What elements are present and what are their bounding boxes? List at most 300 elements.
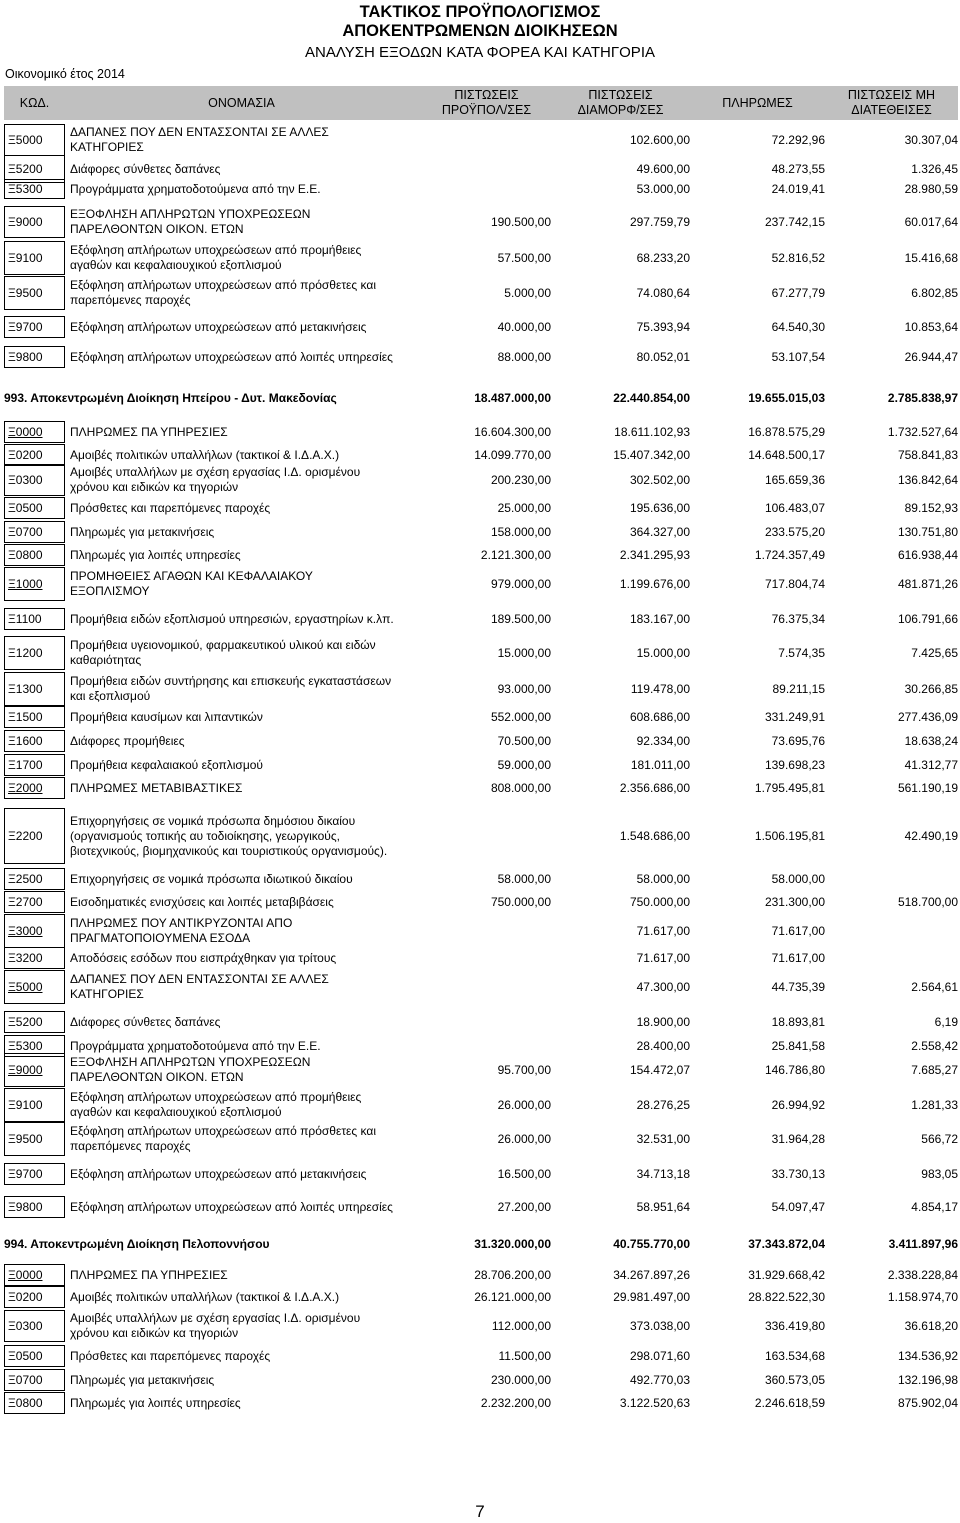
row-value: 36.618,20 xyxy=(904,1318,958,1333)
row-name xyxy=(69,421,422,443)
row-value: 7.685,27 xyxy=(911,1062,958,1077)
table-row xyxy=(4,914,958,948)
row-value: 1.506.195,81 xyxy=(754,828,825,843)
row-value: 70.500,00 xyxy=(497,733,551,748)
row-name xyxy=(69,777,422,799)
row-name-line: Αμοιβές πολιτικών υπαλλήλων (τακτικοί & Ι.Δ.Α.Χ.) xyxy=(70,447,340,462)
row-value: 58.000,00 xyxy=(497,871,551,886)
row-name-line: Αμοιβές υπαλλήλων με σχέση εργασίας Ι.Δ. ορισμένου xyxy=(70,1311,361,1325)
table-row xyxy=(4,636,958,670)
row-name-line: Εξόφληση απλήρωτων υποχρεώσεων από μετακινήσεις xyxy=(70,1166,367,1181)
row-name-line: Προμήθεια υγειονομικού, φαρμακευτικού υλικού και ειδών xyxy=(70,638,376,652)
row-value: 30.266,85 xyxy=(904,681,958,696)
row-value: 71.617,00 xyxy=(636,923,690,938)
row-code: Ξ0700 xyxy=(4,521,65,543)
row-value: 15.000,00 xyxy=(497,645,551,660)
row-name xyxy=(69,891,422,913)
row-value: 492.770,03 xyxy=(629,1372,690,1387)
row-value: 1.281,33 xyxy=(911,1097,958,1112)
row-value: 5.000,00 xyxy=(504,285,551,300)
row-value: 190.500,00 xyxy=(490,214,551,229)
row-code: Ξ0300 xyxy=(4,464,65,496)
table-row xyxy=(4,206,958,238)
row-code: Ξ5000 xyxy=(4,124,65,156)
row-name xyxy=(69,567,422,601)
row-name xyxy=(69,672,422,706)
row-name xyxy=(69,706,422,728)
row-value: 566,72 xyxy=(921,1131,958,1146)
row-value: 154.472,07 xyxy=(629,1062,690,1077)
row-name xyxy=(69,521,422,543)
row-code: Ξ1700 xyxy=(4,754,65,776)
row-name xyxy=(69,808,422,864)
row-value: 481.871,26 xyxy=(897,576,958,591)
row-value: 106.483,07 xyxy=(764,500,825,515)
row-code: Ξ2700 xyxy=(4,891,65,913)
row-code: Ξ1300 xyxy=(4,672,65,706)
section-value: 40.755.770,00 xyxy=(613,1237,690,1251)
section-value: 2.785.838,97 xyxy=(887,391,958,405)
table-row xyxy=(4,1310,958,1342)
row-name-line: Εξόφληση απλήρωτων υποχρεώσεων από προμήθειες xyxy=(70,243,362,257)
title-line-2: ΑΠΟΚΕΝΤΡΩΜΕΝΩΝ ΔΙΟΙΚΗΣΕΩΝ xyxy=(342,22,618,40)
col-budget-line2: ΠΡΟΫΠΟΛ/ΣΕΣ xyxy=(441,103,532,117)
row-value: 89.152,93 xyxy=(904,500,958,515)
row-value xyxy=(825,947,958,969)
row-name xyxy=(69,1264,422,1286)
row-name xyxy=(69,1196,422,1218)
section-value: 22.440.854,00 xyxy=(613,391,690,405)
row-name xyxy=(69,241,422,275)
row-name-line: ΠΑΡΕΛΘΟΝΤΩΝ ΟΙΚΟΝ. ΕΤΩΝ xyxy=(70,222,244,236)
row-name-line: Επιχορηγήσεις σε νομικά πρόσωπα δημόσιου δικαίου xyxy=(70,813,356,828)
row-value: 30.307,04 xyxy=(904,132,958,147)
row-value: 80.052,01 xyxy=(636,349,690,364)
row-value: 34.267.897,26 xyxy=(613,1267,690,1282)
table-row xyxy=(4,444,958,466)
table-row xyxy=(4,947,958,969)
row-value: 1.158.974,70 xyxy=(887,1289,958,1304)
row-value: 561.190,19 xyxy=(897,780,958,795)
row-name-line: παρεπόμενες παροχές xyxy=(70,293,191,307)
row-name-line: αγαθών και κεφαλαιουχικού εξοπλισμού xyxy=(70,1105,282,1119)
row-name xyxy=(69,544,422,566)
row-code: Ξ5000 xyxy=(4,970,65,1004)
table-row xyxy=(4,464,958,496)
row-name-line: ΚΑΤΗΓΟΡΙΕΣ xyxy=(70,987,144,1001)
table-row xyxy=(4,179,958,199)
row-name-line: ΠΛΗΡΩΜΕΣ ΜΕΤΑΒΙΒΑΣΤΙΚΕΣ xyxy=(70,780,243,795)
row-value: 983,05 xyxy=(921,1166,958,1181)
row-value xyxy=(422,1011,551,1033)
row-name-line: ΠΑΡΕΛΘΟΝΤΩΝ ΟΙΚΟΝ. ΕΤΩΝ xyxy=(70,1070,244,1084)
row-value: 373.038,00 xyxy=(629,1318,690,1333)
row-value: 54.097,47 xyxy=(771,1199,825,1214)
row-value: 18.638,24 xyxy=(904,733,958,748)
row-name-line: χρόνου και ειδικών κα τηγοριών xyxy=(70,1326,239,1340)
row-name-line: βιοτεχνικούς, βιομηχανικούς και τουριστικούς οργανισμούς). xyxy=(70,843,388,858)
col-unallocated xyxy=(825,86,958,120)
row-code: Ξ9500 xyxy=(4,276,65,310)
row-value: 40.000,00 xyxy=(497,319,551,334)
row-name-line: Πληρωμές για μετακινήσεις xyxy=(70,524,215,539)
row-value: 28.400,00 xyxy=(636,1038,690,1053)
row-value: 331.249,91 xyxy=(764,709,825,724)
row-value: 7.574,35 xyxy=(778,645,825,660)
col-budget xyxy=(422,86,551,120)
section-value: 18.487.000,00 xyxy=(474,391,551,405)
col-adjusted-line2: ΔΙΑΜΟΡΦ/ΣΕΣ xyxy=(577,103,664,117)
row-value: 71.617,00 xyxy=(771,923,825,938)
row-value: 31.929.668,42 xyxy=(748,1267,825,1282)
row-value: 808.000,00 xyxy=(490,780,551,795)
col-code: ΚΩΔ. xyxy=(19,95,50,110)
row-code: Ξ9000 xyxy=(4,206,65,238)
row-value: 750.000,00 xyxy=(490,894,551,909)
row-code: Ξ9000 xyxy=(4,1053,65,1087)
row-name-line: καθαριότητας xyxy=(70,653,142,667)
row-value: 72.292,96 xyxy=(771,132,825,147)
row-value: 68.233,20 xyxy=(636,250,690,265)
row-value: 195.636,00 xyxy=(629,500,690,515)
row-value: 132.196,98 xyxy=(897,1372,958,1387)
row-value: 552.000,00 xyxy=(490,709,551,724)
row-name xyxy=(69,1163,422,1185)
row-name-line: Προμήθεια ειδών συντήρησης και επισκευής εγκαταστάσεων xyxy=(70,674,392,688)
row-value: 106.791,66 xyxy=(897,611,958,626)
row-code: Ξ0800 xyxy=(4,1392,65,1414)
row-value: 15.416,68 xyxy=(904,250,958,265)
row-name xyxy=(69,1011,422,1033)
row-value: 2.341.295,93 xyxy=(619,547,690,562)
row-name xyxy=(69,608,422,630)
row-value: 2.246.618,59 xyxy=(754,1395,825,1410)
row-value: 14.099.770,00 xyxy=(474,447,551,462)
row-name-line: ΔΑΠΑΝΕΣ ΠΟΥ ΔΕΝ ΕΝΤΑΣΣΟΝΤΑΙ ΣΕ ΑΛΛΕΣ xyxy=(70,972,329,986)
row-value: 189.500,00 xyxy=(490,611,551,626)
row-value: 58.000,00 xyxy=(636,871,690,886)
row-name xyxy=(69,179,422,199)
row-code: Ξ1500 xyxy=(4,706,65,728)
row-value: 64.540,30 xyxy=(771,319,825,334)
row-value: 336.419,80 xyxy=(764,1318,825,1333)
row-value: 53.000,00 xyxy=(636,181,690,196)
row-value: 136.842,64 xyxy=(897,472,958,487)
row-name-line: Διάφορες σύνθετες δαπάνες xyxy=(70,161,221,176)
row-name-line: Εξόφληση απλήρωτων υποχρεώσεων από προμήθειες xyxy=(70,1090,362,1104)
row-name-line: Εξόφληση απλήρωτων υποχρεώσεων από λοιπές υπηρεσίες xyxy=(70,349,393,364)
row-value: 2.564,61 xyxy=(911,979,958,994)
col-adjusted-line1: ΠΙΣΤΩΣΕΙΣ xyxy=(588,88,653,102)
section-value: 19.655.015,03 xyxy=(748,391,825,405)
table-row xyxy=(4,567,958,601)
table-row xyxy=(4,1088,958,1122)
row-value: 31.964,28 xyxy=(771,1131,825,1146)
table-row xyxy=(4,241,958,275)
row-name-line: ΚΑΤΗΓΟΡΙΕΣ xyxy=(70,140,144,154)
row-code: Ξ9700 xyxy=(4,1163,65,1185)
row-value: 750.000,00 xyxy=(629,894,690,909)
row-code: Ξ0000 xyxy=(4,421,65,443)
row-value: 979.000,00 xyxy=(490,576,551,591)
table-row xyxy=(4,421,958,443)
row-value: 181.011,00 xyxy=(630,757,690,772)
row-name-line: Πρόσθετες και παρεπόμενες παροχές xyxy=(70,500,271,515)
table-row xyxy=(4,1011,958,1033)
row-value: 95.700,00 xyxy=(497,1062,551,1077)
row-value: 27.200,00 xyxy=(497,1199,551,1214)
row-value: 15.000,00 xyxy=(636,645,690,660)
row-value: 2.232.200,00 xyxy=(480,1395,551,1410)
row-value: 183.167,00 xyxy=(629,611,690,626)
row-code: Ξ9100 xyxy=(4,1088,65,1122)
row-code: Ξ0500 xyxy=(4,1345,65,1367)
table-row xyxy=(4,706,958,728)
row-value: 52.816,52 xyxy=(771,250,825,265)
row-value: 1.548.686,00 xyxy=(619,828,690,843)
row-value: 608.686,00 xyxy=(629,709,690,724)
row-value: 134.536,92 xyxy=(897,1348,958,1363)
row-name-line: Προγράμματα χρηματοδοτούμενα από την Ε.Ε. xyxy=(70,1038,321,1053)
row-value: 15.407.342,00 xyxy=(613,447,690,462)
row-name-line: Εξόφληση απλήρωτων υποχρεώσεων από πρόσθετες και xyxy=(70,1124,376,1138)
row-code: Ξ9100 xyxy=(4,241,65,275)
row-name xyxy=(69,1392,422,1414)
row-value xyxy=(422,179,551,199)
row-name-line: Εξόφληση απλήρωτων υποχρεώσεων από πρόσθετες και xyxy=(70,278,376,292)
row-value: 89.211,15 xyxy=(772,681,825,696)
row-name xyxy=(69,1053,422,1087)
row-code: Ξ1200 xyxy=(4,636,65,670)
row-name-line: Αμοιβές πολιτικών υπαλλήλων (τακτικοί & Ι.Δ.Α.Χ.) xyxy=(70,1289,340,1304)
row-value: 26.000,00 xyxy=(497,1097,551,1112)
section-value: 37.343.872,04 xyxy=(748,1237,825,1251)
row-value: 26.121.000,00 xyxy=(474,1289,551,1304)
row-value: 360.573,05 xyxy=(764,1372,825,1387)
row-code: Ξ2200 xyxy=(4,808,65,864)
table-row xyxy=(4,1286,958,1308)
row-value: 230.000,00 xyxy=(490,1372,551,1387)
row-value: 28.980,59 xyxy=(904,181,958,196)
row-name-line: Αμοιβές υπαλλήλων με σχέση εργασίας Ι.Δ. ορισμένου xyxy=(70,465,361,479)
row-value: 41.312,77 xyxy=(904,757,958,772)
row-value: 26.000,00 xyxy=(497,1131,551,1146)
row-value: 60.017,64 xyxy=(904,214,958,229)
row-code: Ξ9800 xyxy=(4,1196,65,1218)
row-code: Ξ0700 xyxy=(4,1369,65,1391)
table-row xyxy=(4,346,958,368)
row-name-line: Πληρωμές για μετακινήσεις xyxy=(70,1372,215,1387)
fiscal-year: Οικονομικό έτος 2014 xyxy=(5,67,125,81)
row-name-line: Επιχορηγήσεις σε νομικά πρόσωπα ιδιωτικού δικαίου xyxy=(70,871,353,886)
row-value: 2.356.686,00 xyxy=(619,780,690,795)
row-name-line: και εξοπλισμού xyxy=(70,689,151,703)
row-value: 277.436,09 xyxy=(897,709,958,724)
row-name-line: Προμήθεια καυσίμων και λιπαντικών xyxy=(70,709,263,724)
row-value: 1.199.676,00 xyxy=(619,576,690,591)
row-name-line: Προμήθεια ειδών εξοπλισμού υπηρεσιών, εργαστηρίων κ.λπ. xyxy=(70,611,394,626)
table-row xyxy=(4,521,958,543)
row-name xyxy=(69,947,422,969)
table-row xyxy=(4,316,958,338)
row-code: Ξ0000 xyxy=(4,1264,65,1286)
row-value: 18.893,81 xyxy=(771,1014,825,1029)
row-code: Ξ3200 xyxy=(4,947,65,969)
row-code: Ξ0500 xyxy=(4,497,65,519)
row-value: 44.735,39 xyxy=(771,979,825,994)
row-value: 875.902,04 xyxy=(897,1395,958,1410)
row-value: 119.478,00 xyxy=(630,681,690,696)
section-total-row xyxy=(4,388,958,408)
row-value: 518.700,00 xyxy=(897,894,958,909)
row-name xyxy=(69,1286,422,1308)
row-value: 16.500,00 xyxy=(497,1166,551,1181)
section-value: 3.411.897,96 xyxy=(888,1237,958,1251)
row-name-line: Εξόφληση απλήρωτων υποχρεώσεων από μετακινήσεις xyxy=(70,319,367,334)
row-value: 231.300,00 xyxy=(764,894,825,909)
row-name xyxy=(69,754,422,776)
title-line-3: ΑΝΑΛΥΣΗ ΕΞΟΔΩΝ ΚΑΤΑ ΦΟΡΕΑ ΚΑΙ ΚΑΤΗΓΟΡΙΑ xyxy=(305,44,655,61)
table-row xyxy=(4,970,958,1004)
row-value: 16.604.300,00 xyxy=(474,424,551,439)
table-row xyxy=(4,276,958,310)
table-row xyxy=(4,672,958,706)
row-value: 200.230,00 xyxy=(490,472,551,487)
row-name-line: Διάφορες σύνθετες δαπάνες xyxy=(70,1014,221,1029)
row-code: Ξ9500 xyxy=(4,1122,65,1156)
row-value: 2.338.228,84 xyxy=(887,1267,958,1282)
row-name xyxy=(69,346,422,368)
row-value: 130.751,80 xyxy=(897,524,958,539)
row-name-line: Προγράμματα χρηματοδοτούμενα από την Ε.Ε. xyxy=(70,181,321,196)
row-value: 57.500,00 xyxy=(497,250,551,265)
row-value xyxy=(422,808,551,864)
row-value: 165.659,36 xyxy=(764,472,825,487)
table-row xyxy=(4,1264,958,1286)
table-row xyxy=(4,1369,958,1391)
table-row xyxy=(4,544,958,566)
row-value: 163.534,68 xyxy=(764,1348,825,1363)
row-value: 297.759,79 xyxy=(629,214,690,229)
title-line-1: ΤΑΚΤΙΚΟΣ ΠΡΟΫΠΟΛΟΓΙΣΜΟΣ xyxy=(359,3,601,21)
row-name-line: ΠΛΗΡΩΜΕΣ ΠΑ ΥΠΗΡΕΣΙΕΣ xyxy=(70,1267,228,1282)
row-value: 16.878.575,29 xyxy=(748,424,825,439)
row-value: 102.600,00 xyxy=(629,132,690,147)
row-value: 1.732.527,64 xyxy=(887,424,958,439)
row-name-line: Αποδόσεις εσόδων που εισπράχθηκαν για τρίτους xyxy=(70,950,337,965)
row-value: 58.000,00 xyxy=(771,871,825,886)
table-row xyxy=(4,1345,958,1367)
row-code: Ξ0300 xyxy=(4,1310,65,1342)
row-value: 10.853,64 xyxy=(904,319,958,334)
row-value: 1.724.357,49 xyxy=(754,547,825,562)
row-value: 49.600,00 xyxy=(636,161,690,176)
row-name-line: ΠΡΑΓΜΑΤΟΠΟΙΟΥΜΕΝΑ ΕΣΟΔΑ xyxy=(70,931,251,945)
row-value: 18.900,00 xyxy=(636,1014,690,1029)
table-row xyxy=(4,608,958,630)
row-value: 237.742,15 xyxy=(764,214,825,229)
row-name-line: ΕΞΟΦΛΗΣΗ ΑΠΛΗΡΩΤΩΝ ΥΠΟΧΡΕΩΣΕΩΝ xyxy=(70,207,311,221)
table-row xyxy=(4,1196,958,1218)
row-name-line: (οργανισμούς τοπικής αυ τοδιοίκησης, γεωργικούς, xyxy=(70,828,340,843)
row-value: 2.121.300,00 xyxy=(480,547,551,562)
row-name-line: Εξόφληση απλήρωτων υποχρεώσεων από λοιπές υπηρεσίες xyxy=(70,1199,393,1214)
row-value: 71.617,00 xyxy=(636,950,690,965)
row-value: 364.327,00 xyxy=(629,524,690,539)
row-value: 25.000,00 xyxy=(497,500,551,515)
row-value: 33.730,13 xyxy=(771,1166,825,1181)
row-name xyxy=(69,914,422,948)
row-value: 158.000,00 xyxy=(490,524,551,539)
row-value xyxy=(825,914,958,948)
row-name xyxy=(69,970,422,1004)
table-row xyxy=(4,891,958,913)
row-code: Ξ2000 xyxy=(4,777,65,799)
row-value: 146.786,80 xyxy=(764,1062,825,1077)
col-unallocated-line1: ΠΙΣΤΩΣΕΙΣ ΜΗ xyxy=(847,88,936,102)
table-row xyxy=(4,1392,958,1414)
row-value xyxy=(422,970,551,1004)
col-unallocated-line2: ΔΙΑΤΕΘΕΙΣΕΣ xyxy=(851,103,932,117)
row-value: 75.393,94 xyxy=(636,319,690,334)
row-value: 34.713,18 xyxy=(636,1166,690,1181)
row-value: 48.273,55 xyxy=(771,161,825,176)
row-name xyxy=(69,730,422,752)
row-value: 1.795.495,81 xyxy=(754,780,825,795)
row-value: 59.000,00 xyxy=(497,757,551,772)
row-value: 2.558,42 xyxy=(911,1038,958,1053)
row-value: 29.981.497,00 xyxy=(613,1289,690,1304)
row-name xyxy=(69,1088,422,1122)
table-row xyxy=(4,808,958,864)
table-row xyxy=(4,730,958,752)
section-name: 993. Αποκεντρωμένη Διοίκηση Ηπείρου - Δυτ. Μακεδονίας xyxy=(4,391,337,405)
row-name-line: Πληρωμές για λοιπές υπηρεσίες xyxy=(70,547,241,562)
row-code: Ξ5300 xyxy=(4,179,65,199)
row-value: 26.944,47 xyxy=(904,349,958,364)
row-value: 42.490,19 xyxy=(904,828,958,843)
row-value: 93.000,00 xyxy=(497,681,551,696)
row-value: 616.938,44 xyxy=(897,547,958,562)
row-name xyxy=(69,444,422,466)
row-value: 53.107,54 xyxy=(771,349,825,364)
row-name-line: ΠΛΗΡΩΜΕΣ ΠΑ ΥΠΗΡΕΣΙΕΣ xyxy=(70,424,228,439)
row-value: 139.698,23 xyxy=(764,757,825,772)
row-name xyxy=(69,316,422,338)
row-name-line: ΕΞΟΠΛΙΣΜΟΥ xyxy=(70,584,150,598)
row-value: 25.841,58 xyxy=(771,1038,825,1053)
row-name xyxy=(69,464,422,496)
row-code: Ξ5200 xyxy=(4,1011,65,1033)
row-name xyxy=(69,276,422,310)
row-value: 4.854,17 xyxy=(911,1199,958,1214)
table-row xyxy=(4,1053,958,1087)
table-row xyxy=(4,754,958,776)
table-row xyxy=(4,497,958,519)
row-value: 32.531,00 xyxy=(636,1131,690,1146)
row-name xyxy=(69,497,422,519)
row-name-line: ΔΑΠΑΝΕΣ ΠΟΥ ΔΕΝ ΕΝΤΑΣΣΟΝΤΑΙ ΣΕ ΑΛΛΕΣ xyxy=(70,125,329,139)
row-value: 18.611.102,93 xyxy=(614,424,690,439)
row-value: 73.695,76 xyxy=(771,733,825,748)
table-row xyxy=(4,1122,958,1156)
col-payments: ΠΛΗΡΩΜΕΣ xyxy=(722,95,793,110)
row-name xyxy=(69,1369,422,1391)
row-code: Ξ9800 xyxy=(4,346,65,368)
row-value: 6,19 xyxy=(934,1014,958,1029)
row-value: 298.071,60 xyxy=(629,1348,690,1363)
section-value: 31.320.000,00 xyxy=(474,1237,551,1251)
